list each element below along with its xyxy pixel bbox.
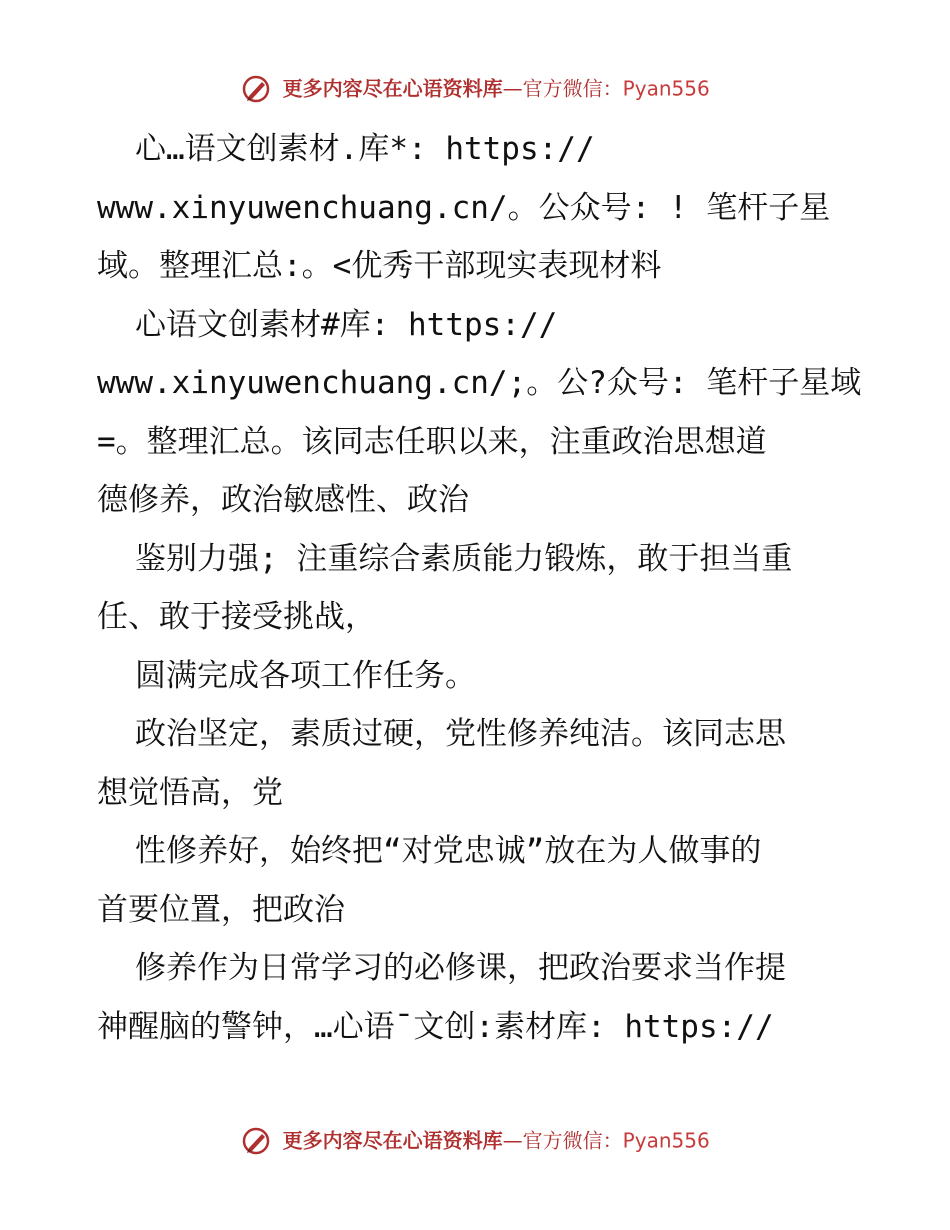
body-line: 想觉悟高，党 [97, 774, 283, 811]
body-line: 鉴别力强; 注重综合素质能力锻炼，敢于担当重 [135, 540, 793, 577]
footer-watermark-banner [0, 1124, 950, 1156]
pen-logo-icon [240, 1126, 272, 1156]
banner-wechat-label: 官方微信： [522, 1128, 623, 1153]
body-line: 任、敢于接受挑战， [97, 599, 376, 635]
banner-main-text: 更多内容尽在心语资料库 [282, 1128, 503, 1153]
body-line: 修养作为日常学习的必修课，把政治要求当作提 [135, 950, 786, 986]
body-line: www.xinyuwenchuang.cn/;。公?众号: 笔杆子星域 [97, 365, 862, 401]
body-line: 域。整理汇总:。<优秀干部现实表现材料 [97, 248, 662, 284]
banner-dash: — [502, 1128, 523, 1153]
body-line: 政治坚定，素质过硬，党性修养纯洁。该同志思 [135, 716, 786, 752]
body-line: 性修养好，始终把“对党忠诚”放在为人做事的 [135, 833, 762, 869]
body-line: 神醒脑的警钟，…心语¯文创:素材库: https:// [97, 1008, 774, 1045]
header-watermark-banner [0, 72, 950, 104]
document-body [97, 120, 862, 1056]
banner-dash: — [502, 76, 523, 101]
body-line: =。整理汇总。该同志任职以来，注重政治思想道 [97, 423, 767, 460]
body-line: 圆满完成各项工作任务。 [135, 657, 476, 694]
banner-wechat-label: 官方微信： [522, 76, 623, 101]
banner-wechat-id: Pyan556 [622, 76, 710, 101]
banner-main-text: 更多内容尽在心语资料库 [282, 76, 503, 101]
body-line: 德修养，政治敏感性、政治 [97, 482, 469, 518]
body-line: 心…语文创素材.库*: https:// [135, 131, 595, 167]
body-line: 心语文创素材#库: https:// [135, 306, 558, 343]
pen-logo-icon [240, 74, 272, 104]
body-line: www.xinyuwenchuang.cn/。公众号: ! 笔杆子星 [97, 189, 831, 226]
body-line: 首要位置，把政治 [97, 891, 345, 928]
banner-wechat-id: Pyan556 [622, 1128, 710, 1153]
